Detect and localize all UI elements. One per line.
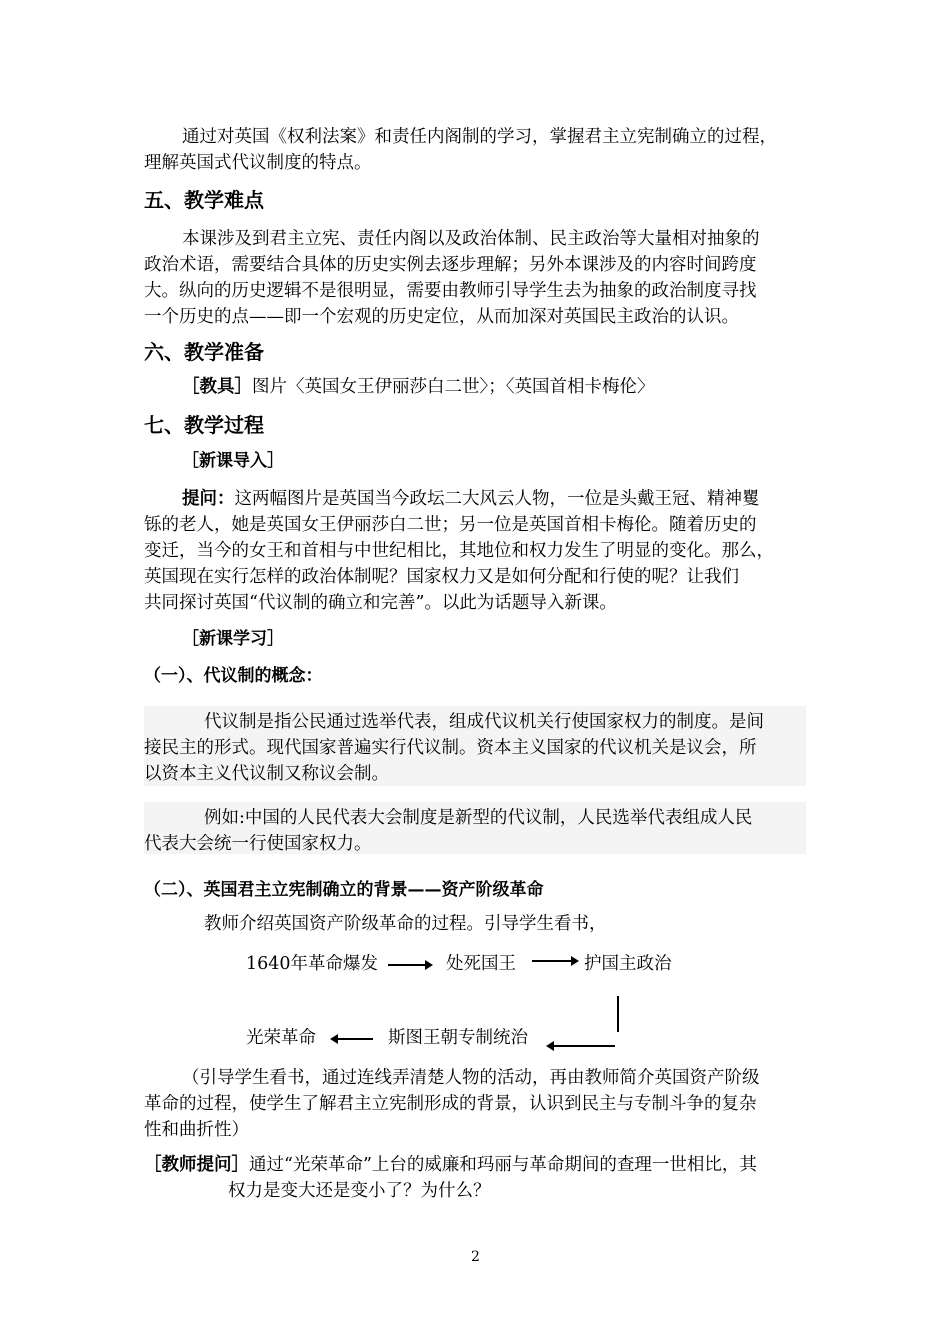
definition-line-1: 代议制是指公民通过选举代表，组成代议机关行使国家权力的制度。是间 (204, 712, 764, 732)
section-6-heading: 六、教学准备 (144, 340, 264, 364)
difficulty-line-3: 大。纵向的历史逻辑不是很明显，需要由教师引导学生去为抽象的政治制度寻找 (144, 281, 757, 301)
guide-note-line-1: （引导学生看书，通过连线弄清楚人物的活动，再由教师简介英国资产阶级 (182, 1068, 760, 1088)
difficulty-line-1: 本课涉及到君主立宪、责任内阁以及政治体制、民主政治等大量相对抽象的 (182, 229, 760, 249)
arrow-right-icon (388, 964, 426, 966)
intro-heading: ［新课导入］ (182, 451, 284, 471)
teaching-aids-line (182, 375, 655, 399)
arrow-left-icon (553, 1045, 615, 1047)
new-lesson-heading: ［新课学习］ (182, 629, 284, 649)
definition-line-2: 接民主的形式。现代国家普遍实行代议制。资本主义国家的代议机关是议会，所 (144, 738, 757, 758)
question-label: 提问： (182, 489, 235, 509)
example-line-2: 代表大会统一行使国家权力。 (144, 834, 372, 854)
teacher-question-line-2: 权力是变大还是变小了？为什么？ (228, 1181, 491, 1201)
part-1-heading: （一）、代议制的概念： (144, 666, 323, 686)
part-2-heading: （二）、英国君主立宪制确立的背景——资产阶级革命 (144, 880, 544, 900)
connector-line (617, 996, 619, 1032)
arrow-right-icon (532, 960, 572, 962)
teacher-question-line-1 (144, 1153, 757, 1177)
guide-note-line-2: 革命的过程，使学生了解君主立宪制形成的背景，认识到民主与专制斗争的复杂 (144, 1094, 757, 1114)
section-7-heading: 七、教学过程 (144, 413, 264, 437)
teacher-question-label: ［教师提问］ (144, 1155, 249, 1175)
question-line-4: 英国现在实行怎样的政治体制呢？国家权力又是如何分配和行使的呢？让我们 (144, 567, 739, 587)
flow-step-glorious-revolution: 光荣革命 (246, 1028, 316, 1048)
flow-step-1640-revolution: 1640年革命爆发 (246, 954, 379, 974)
question-line-3: 变迁，当今的女王和首相与中世纪相比，其地位和权力发生了明显的变化。那么， (144, 541, 774, 561)
objective-line-2: 理解英国式代议制度的特点。 (144, 153, 372, 173)
example-line-1: 例如:中国的人民代表大会制度是新型的代议制，人民选举代表组成人民 (204, 808, 753, 828)
flow-step-execution: 处死国王 (446, 954, 516, 974)
flow-step-protectorate: 护国主政治 (584, 954, 672, 974)
question-line-5: 共同探讨英国“代议制的确立和完善”。以此为话题导入新课。 (144, 593, 617, 613)
question-line-2: 铄的老人，她是英国女王伊丽莎白二世；另一位是英国首相卡梅伦。随着历史的 (144, 515, 757, 535)
teaching-aids-text: 图片〈英国女王伊丽莎白二世〉；〈英国首相卡梅伦〉 (252, 377, 655, 397)
difficulty-line-2: 政治术语，需要结合具体的历史实例去逐步理解；另外本课涉及的内容时间跨度 (144, 255, 757, 275)
definition-line-3: 以资本主义代议制又称议会制。 (144, 764, 389, 784)
guide-note-line-3: 性和曲折性） (144, 1120, 249, 1140)
question-line-1 (182, 487, 760, 511)
part-2-intro: 教师介绍英国资产阶级革命的过程。引导学生看书， (204, 914, 607, 934)
question-text-1: 这两幅图片是英国当今政坛二大风云人物，一位是头戴王冠、精神矍 (234, 489, 760, 509)
section-5-heading: 五、教学难点 (144, 188, 264, 212)
objective-line-1: 通过对英国《权利法案》和责任内阁制的学习，掌握君主立宪制确立的过程， (182, 127, 777, 147)
teaching-aids-label: ［教具］ (182, 377, 252, 397)
flow-step-stuart-rule: 斯图王朝专制统治 (388, 1028, 528, 1048)
difficulty-line-4: 一个历史的点——即一个宏观的历史定位，从而加深对英国民主政治的认识。 (144, 307, 739, 327)
teacher-question-text-1: 通过“光荣革命”上台的威廉和玛丽与革命期间的查理一世相比，其 (249, 1155, 757, 1175)
arrow-left-icon (337, 1038, 373, 1040)
page-number: 2 (471, 1249, 480, 1265)
